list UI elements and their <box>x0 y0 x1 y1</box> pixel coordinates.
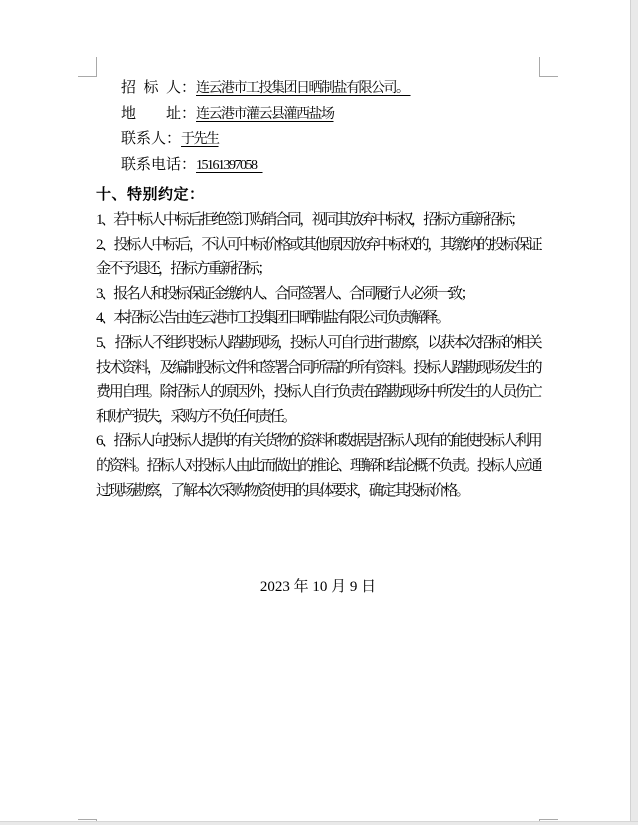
address-line <box>96 102 540 128</box>
clause-5: 5、 招标人不组织投标人踏勘现场，投标人可自行进行勘察，以获本次招标的相关技术资料，及编制投标文件和签署合同所需的所有资料。投标人踏勘现场发生的费用自理。除招标人的原因外，投标人自行负责在踏勘现场中所发生的人员伤亡和财产损失，采购方不负任何责任。 <box>96 334 540 425</box>
clause-4: 4、本招标公告由连云港市工投集团日晒制盐有限公司负责解释。 <box>96 310 449 327</box>
contact-phone-line <box>96 153 540 179</box>
tenderer-value: 连云港市工投集团日晒制盐有限公司。 <box>196 81 411 96</box>
contact-phone-label: 联系电话： <box>121 156 197 173</box>
page-bottom-edge-gutter <box>0 821 638 825</box>
clause-6: 6、招标人向投标人提供的有关货物的资料和数据是招标人现有的能使投标人利用的资料。招标人对投标人由此而做出的推论、理解和结论概不负责。投标人应通过现场勘察，了解本次采购物资使用的具体要求，确定其投标价格。 <box>96 433 540 499</box>
clause-2: 2、投标人中标后，不认可中标价格或其他原因放弃中标权的，其缴纳的投标保证金不予退还，招标方重新招标； <box>96 236 540 278</box>
address-value: 连云港市灌云县灌西盐场 <box>196 106 334 122</box>
margin-corner-mark-top-right <box>539 57 558 77</box>
page-right-edge-gutter <box>630 0 638 825</box>
contact-block <box>96 76 540 178</box>
document-date: 2023 年 10 月 9 日 <box>259 579 377 596</box>
clause-1: 1、若中标人中标后拒绝签订购销合同，视同其放弃中标权，招标方重新招标； <box>96 211 523 228</box>
document-text-area[interactable] <box>96 76 540 600</box>
tenderer-label: 招 标 人： <box>121 80 197 96</box>
contact-person-line <box>96 127 540 153</box>
contact-phone-value: 15161397058 <box>196 157 263 173</box>
special-provisions-heading: 十、特别约定： <box>96 187 205 204</box>
contact-person-value: 于先生 <box>181 132 219 148</box>
contact-person-label: 联系人： <box>121 131 182 148</box>
address-label: 地 址： <box>121 105 197 122</box>
clause-3: 3、报名人和投标保证金缴纳人、合同签署人、合同履行人必须一致； <box>96 285 473 302</box>
tenderer-line <box>96 76 540 102</box>
margin-corner-mark-top-left <box>78 57 97 77</box>
